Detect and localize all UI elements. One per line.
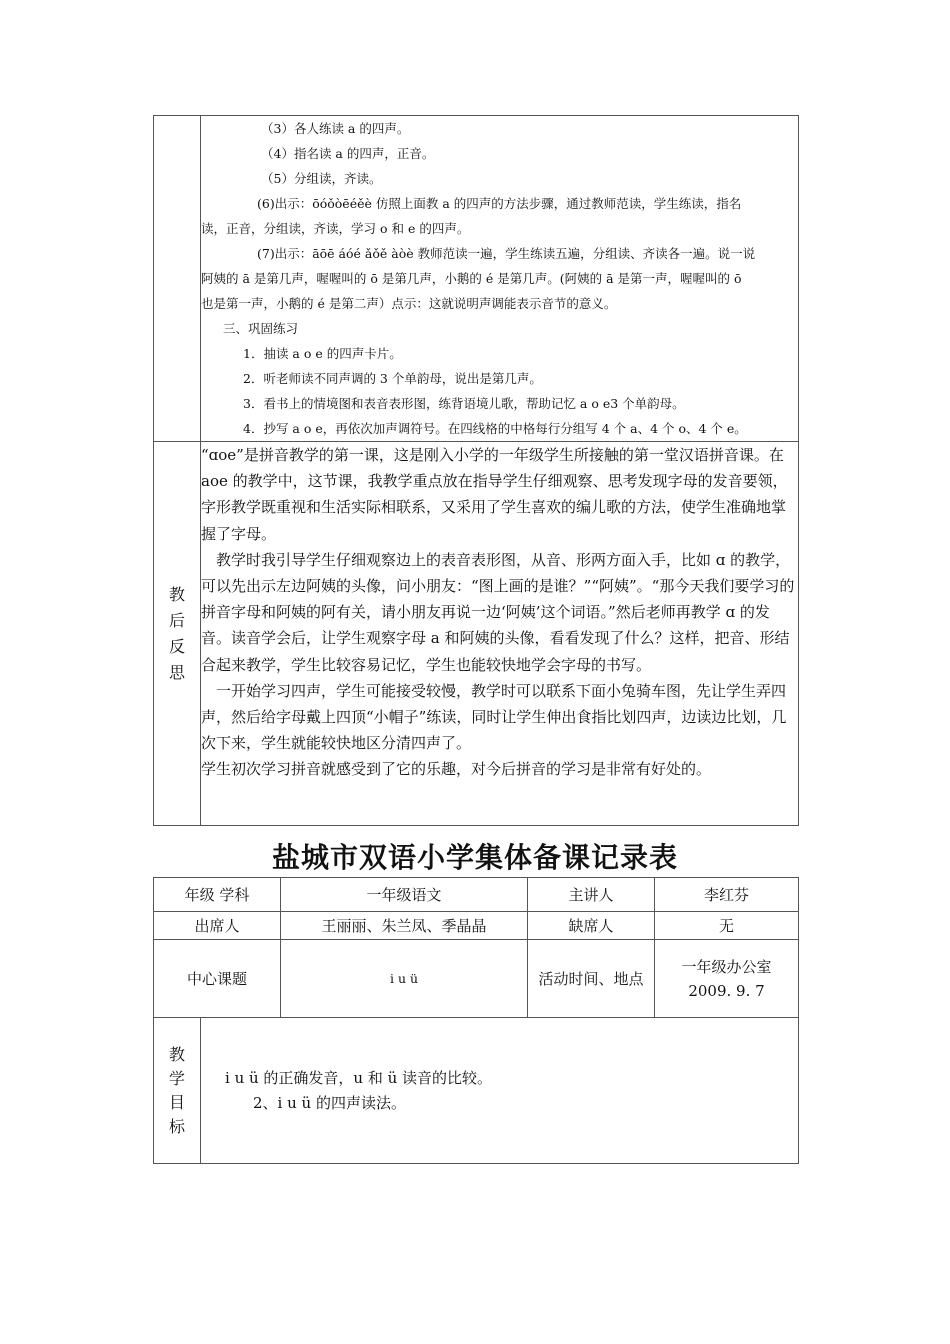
topic-label: 中心课题 bbox=[154, 940, 281, 1018]
grade-subject-value: 一年级语文 bbox=[281, 878, 528, 912]
reflection-paragraph: 教学时我引导学生仔细观察边上的表音表形图，从音、形两方面入手，比如 ɑ 的教学，可以先出示左边阿姨的头像，问小朋友：“图上画的是谁？”“阿姨”。“那今天我们要学习的拼音字母和阿姨的阿有关，请小朋友再说一边‘阿姨’这个词语。”然后老师再教学 ɑ 的发音。读音学会后，让学生观察字母 a 和阿姨的头像，看看发现了什么？这样，把音、形结合起来教学，学生比较容易记忆，学生也能较快地学会字母的书写。 bbox=[201, 550, 795, 674]
step-3: （3）各人练读 a 的四声。 bbox=[261, 121, 410, 136]
speaker-label: 主讲人 bbox=[528, 878, 655, 912]
attendees-label: 出席人 bbox=[154, 912, 281, 940]
blank-label-cell bbox=[154, 116, 201, 442]
topic-value: i u ü bbox=[281, 940, 528, 1018]
time-place-date: 2009. 9. 7 bbox=[688, 981, 765, 1000]
absent-label: 缺席人 bbox=[528, 912, 655, 940]
absent-value: 无 bbox=[655, 912, 799, 940]
time-place-location: 一年级办公室 bbox=[681, 957, 772, 976]
step-6-line-1: (6)出示：ōóǒòēéěè 仿照上面教 a 的四声的方法步骤，通过教师范读，学生练读，指名 bbox=[257, 196, 742, 211]
goal-label: 教 学 目 标 bbox=[154, 1018, 201, 1164]
time-place-label: 活动时间、地点 bbox=[528, 940, 655, 1018]
step-7-line-2: 阿姨的 ā 是第几声，喔喔叫的 ō 是第几声，小鹅的 é 是第几声。(阿姨的 ā 是第一声，喔喔叫的 ō bbox=[201, 271, 742, 286]
reflection-label: 教 后 反 思 bbox=[154, 442, 201, 826]
reflection-paragraph: 一开始学习四声，学生可能接受较慢，教学时可以联系下面小兔骑车图，先让学生弄四声，然后给字母戴上四顶“小帽子”练读，同时让学生伸出食指比划四声，边读边比划，几次下来，学生就能较快地区分清四声了。 bbox=[201, 681, 787, 753]
reflection-paragraph: “ɑoe”是拼音教学的第一课，这是刚入小学的一年级学生所接触的第一堂汉语拼音课。在 aoe 的教学中，这节课，我教学重点放在指导学生仔细观察、思考发现字母的发音要领，字形教学既重视和生活实际相联系，又采用了学生喜欢的编儿歌的方法，使学生准确地掌握了字母。 bbox=[201, 446, 788, 543]
reflection-text-cell bbox=[201, 442, 799, 826]
attendees-value: 王丽丽、朱兰凤、季晶晶 bbox=[281, 912, 528, 940]
step-7-line-1: (7)出示：āōē áóé ǎǒě àòè 教师范读一遍，学生练读五遍，分组读、齐读各一遍。说一说 bbox=[257, 246, 756, 261]
practice-item: 4．抄写 a o e，再依次加声调符号。在四线格的中格每行分组写 4 个 a、4 个 o、4 个 e。 bbox=[243, 421, 747, 436]
section-heading: 三、巩固练习 bbox=[223, 321, 299, 336]
goal-item: i u ü 的正确发音，u 和 ü 读音的比较。 bbox=[225, 1068, 493, 1087]
goal-text-cell bbox=[201, 1018, 799, 1164]
step-4: （4）指名读 a 的四声，正音。 bbox=[261, 146, 435, 161]
time-place-value bbox=[655, 940, 799, 1018]
lesson-record-table bbox=[153, 877, 799, 1164]
step-5: （5）分组读，齐读。 bbox=[261, 171, 382, 186]
speaker-value: 李红芬 bbox=[655, 878, 799, 912]
step-7-line-3: 也是第一声，小鹅的 é 是第二声）点示：这就说明声调能表示音节的意义。 bbox=[201, 296, 617, 311]
lesson-process-table bbox=[153, 115, 799, 826]
goal-item: 2、i u ü 的四声读法。 bbox=[253, 1093, 406, 1112]
step-6-line-2: 读，正音，分组读，齐读，学习 o 和 e 的四声。 bbox=[201, 221, 470, 236]
teaching-steps-cell bbox=[201, 116, 799, 442]
practice-item: 1．抽读 a o e 的四声卡片。 bbox=[243, 346, 402, 361]
practice-item: 2．听老师读不同声调的 3 个单韵母，说出是第几声。 bbox=[243, 371, 542, 386]
grade-subject-label: 年级 学科 bbox=[154, 878, 281, 912]
page-title: 盐城市双语小学集体备课记录表 bbox=[271, 841, 678, 874]
reflection-paragraph: 学生初次学习拼音就感受到了它的乐趣，对今后拼音的学习是非常有好处的。 bbox=[201, 760, 712, 779]
practice-item: 3．看书上的情境图和表音表形图，练背语境儿歌，帮助记忆 a o e3 个单韵母。 bbox=[243, 396, 685, 411]
